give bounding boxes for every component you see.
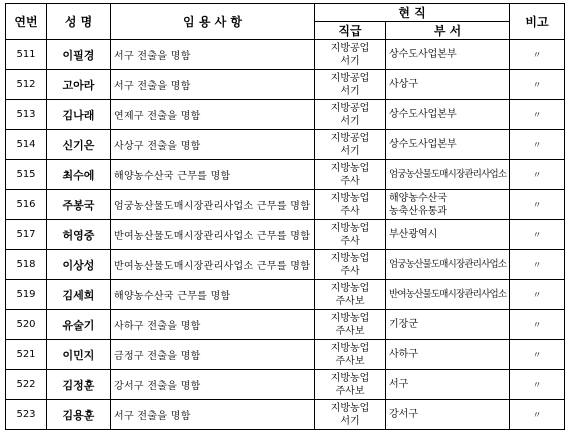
grade-line: 주사 <box>340 175 360 187</box>
grade-line: 지방농업 <box>330 282 370 294</box>
grade-line: 주사 <box>340 235 360 247</box>
table-row <box>6 280 565 310</box>
grade-line: 지방농업 <box>330 252 370 264</box>
grade-line: 지방공업 <box>330 72 370 84</box>
grade-line: 서기 <box>340 85 360 97</box>
appointment-text: 엄궁농산물도매시장관리사업소 근무를 명함 <box>111 190 315 220</box>
employee-name: 김나래 <box>47 100 111 130</box>
current-grade <box>315 340 386 370</box>
grade-line: 서기 <box>340 55 360 67</box>
note-mark: 〃 <box>510 130 565 160</box>
grade-line: 주사보 <box>335 355 365 367</box>
grade-line: 서기 <box>340 415 360 427</box>
note-mark: 〃 <box>510 340 565 370</box>
note-mark: 〃 <box>510 190 565 220</box>
table-row <box>6 400 565 430</box>
appointment-text: 반여농산물도매시장관리사업소 근무를 명함 <box>111 220 315 250</box>
appointment-text: 강서구 전출을 명함 <box>111 370 315 400</box>
personnel-table <box>5 3 565 430</box>
current-grade <box>315 130 386 160</box>
appointment-text: 해양농수산국 근무를 명함 <box>111 160 315 190</box>
table-row <box>6 100 565 130</box>
table-row <box>6 70 565 100</box>
header-current: 현 직 <box>315 4 510 22</box>
grade-line: 서기 <box>340 145 360 157</box>
grade-line: 지방농업 <box>330 342 370 354</box>
current-grade <box>315 280 386 310</box>
grade-line: 지방농업 <box>330 402 370 414</box>
table-row <box>6 130 565 160</box>
current-dept <box>386 400 510 430</box>
note-mark: 〃 <box>510 70 565 100</box>
row-number: 515 <box>6 160 47 190</box>
current-dept <box>386 130 510 160</box>
grade-line: 지방농업 <box>330 192 370 204</box>
header-dept: 부 서 <box>386 22 510 40</box>
employee-name: 이민지 <box>47 340 111 370</box>
current-dept <box>386 340 510 370</box>
table-row <box>6 160 565 190</box>
employee-name: 최수에 <box>47 160 111 190</box>
current-dept <box>386 100 510 130</box>
dept-line: 사상구 <box>389 79 418 90</box>
dept-line: 서구 <box>389 379 409 390</box>
grade-line: 주사 <box>340 205 360 217</box>
current-grade <box>315 400 386 430</box>
row-number: 516 <box>6 190 47 220</box>
table-body <box>6 40 565 430</box>
row-number: 521 <box>6 340 47 370</box>
dept-line: 부산광역시 <box>389 229 438 240</box>
grade-line: 지방공업 <box>330 42 370 54</box>
current-dept <box>386 70 510 100</box>
current-dept <box>386 190 510 220</box>
table-row <box>6 340 565 370</box>
employee-name: 유술기 <box>47 310 111 340</box>
dept-line: 엄궁농산물도매시장관리사업소 <box>389 259 507 270</box>
grade-line: 지방농업 <box>330 162 370 174</box>
table-row <box>6 310 565 340</box>
row-number: 518 <box>6 250 47 280</box>
current-grade <box>315 370 386 400</box>
dept-line: 해양농수산국 <box>389 192 447 204</box>
note-mark: 〃 <box>510 220 565 250</box>
current-dept <box>386 160 510 190</box>
grade-line: 지방농업 <box>330 372 370 384</box>
employee-name: 김용훈 <box>47 400 111 430</box>
row-number: 511 <box>6 40 47 70</box>
grade-line: 지방농업 <box>330 312 370 324</box>
grade-line: 서기 <box>340 115 360 127</box>
current-dept <box>386 280 510 310</box>
dept-line: 상수도사업본부 <box>389 49 457 60</box>
appointment-text: 반여농산물도매시장관리사업소 근무를 명함 <box>111 250 315 280</box>
dept-line: 강서구 <box>389 409 418 420</box>
current-grade <box>315 40 386 70</box>
appointment-text: 금정구 전출을 명함 <box>111 340 315 370</box>
note-mark: 〃 <box>510 280 565 310</box>
header-grade: 직급 <box>315 22 386 40</box>
row-number: 512 <box>6 70 47 100</box>
grade-line: 주사보 <box>335 385 365 397</box>
grade-line: 주사보 <box>335 295 365 307</box>
employee-name: 신기은 <box>47 130 111 160</box>
note-mark: 〃 <box>510 100 565 130</box>
dept-line: 사하구 <box>389 349 418 360</box>
dept-line: 엄궁농산물도매시장관리사업소 <box>389 169 507 180</box>
note-mark: 〃 <box>510 40 565 70</box>
appointment-text: 해양농수산국 근무를 명함 <box>111 280 315 310</box>
table-row <box>6 250 565 280</box>
employee-name: 주봉국 <box>47 190 111 220</box>
employee-name: 김세희 <box>47 280 111 310</box>
header-no: 연번 <box>6 4 47 40</box>
header-appointment: 임 용 사 항 <box>111 4 315 40</box>
grade-line: 주사 <box>340 265 360 277</box>
dept-line: 농축산유통과 <box>389 205 447 217</box>
dept-line: 상수도사업본부 <box>389 139 457 150</box>
employee-name: 김정훈 <box>47 370 111 400</box>
header-name: 성 명 <box>47 4 111 40</box>
note-mark: 〃 <box>510 250 565 280</box>
row-number: 513 <box>6 100 47 130</box>
row-number: 514 <box>6 130 47 160</box>
appointment-text: 사상구 전출을 명함 <box>111 130 315 160</box>
employee-name: 고아라 <box>47 70 111 100</box>
appointment-text: 서구 전출을 명함 <box>111 40 315 70</box>
row-number: 522 <box>6 370 47 400</box>
appointment-text: 서구 전출을 명함 <box>111 400 315 430</box>
current-grade <box>315 190 386 220</box>
row-number: 517 <box>6 220 47 250</box>
current-dept <box>386 310 510 340</box>
table-row <box>6 40 565 70</box>
appointment-text: 연제구 전출을 명함 <box>111 100 315 130</box>
dept-line: 기장군 <box>389 319 418 330</box>
header-note: 비고 <box>510 4 565 40</box>
row-number: 520 <box>6 310 47 340</box>
current-grade <box>315 70 386 100</box>
table-row <box>6 190 565 220</box>
grade-line: 지방공업 <box>330 102 370 114</box>
current-grade <box>315 220 386 250</box>
employee-name: 허영중 <box>47 220 111 250</box>
current-dept <box>386 370 510 400</box>
dept-line: 상수도사업본부 <box>389 109 457 120</box>
grade-line: 주사보 <box>335 325 365 337</box>
appointment-text: 사하구 전출을 명함 <box>111 310 315 340</box>
table-header <box>6 4 565 40</box>
appointment-text: 서구 전출을 명함 <box>111 70 315 100</box>
grade-line: 지방농업 <box>330 222 370 234</box>
current-dept <box>386 40 510 70</box>
note-mark: 〃 <box>510 400 565 430</box>
row-number: 523 <box>6 400 47 430</box>
table-row <box>6 370 565 400</box>
note-mark: 〃 <box>510 160 565 190</box>
grade-line: 지방공업 <box>330 132 370 144</box>
note-mark: 〃 <box>510 310 565 340</box>
current-dept <box>386 250 510 280</box>
current-grade <box>315 310 386 340</box>
table-row <box>6 220 565 250</box>
row-number: 519 <box>6 280 47 310</box>
current-grade <box>315 160 386 190</box>
employee-name: 이필경 <box>47 40 111 70</box>
dept-line: 반여농산물도매시장관리사업소 <box>389 289 507 300</box>
note-mark: 〃 <box>510 370 565 400</box>
current-dept <box>386 220 510 250</box>
current-grade <box>315 250 386 280</box>
employee-name: 이상성 <box>47 250 111 280</box>
current-grade <box>315 100 386 130</box>
